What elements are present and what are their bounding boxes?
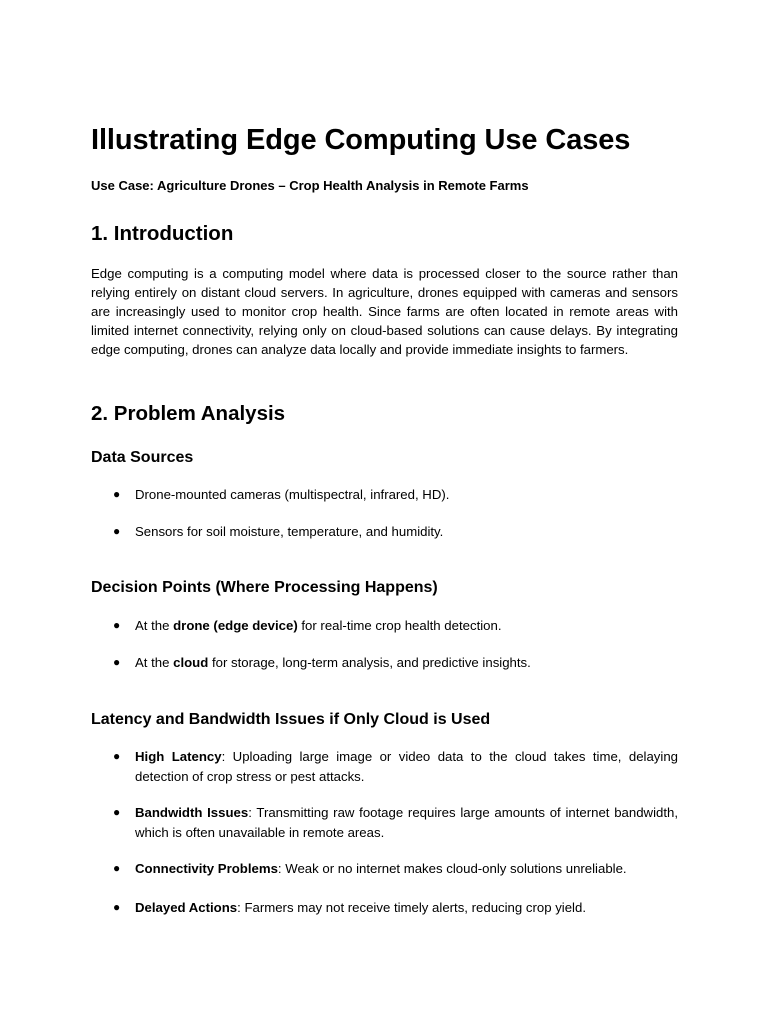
list-item: [91, 859, 678, 879]
bullet-icon: ●: [113, 805, 121, 819]
latency-issues-heading: Latency and Bandwidth Issues if Only Cloud is Used: [91, 711, 491, 728]
list-item-text: Connectivity Problems: Weak or no internet makes cloud-only solutions unreliable.: [135, 861, 627, 876]
bullet-icon: ●: [113, 487, 121, 501]
list-item-text: Delayed Actions: Farmers may not receive timely alerts, reducing crop yield.: [135, 900, 586, 915]
data-sources-heading: Data Sources: [91, 449, 194, 466]
list-item-text: Drone-mounted cameras (multispectral, infrared, HD).: [135, 487, 450, 502]
list-item-text: High Latency: Uploading large image or video data to the cloud takes time, delaying detection of crop stress or pest attacks.: [135, 749, 678, 784]
introduction-heading: 1. Introduction: [91, 222, 234, 245]
list-item-text: At the cloud for storage, long-term analysis, and predictive insights.: [135, 655, 531, 670]
list-item-text: Bandwidth Issues: Transmitting raw footage requires large amounts of internet bandwidth, which is often unavailable in remote areas.: [135, 805, 678, 840]
introduction-paragraph: Edge computing is a computing model where data is processed closer to the source rather than relying entirely on distant cloud servers. In agriculture, drones equipped with cameras and sensors are increasingly used to monitor crop health. Since farms are often located in remote areas with limited internet connectivity, relying only on cloud-based solutions can cause delays. By integrating edge computing, drones can analyze data locally and provide immediate insights to farmers.: [91, 266, 678, 357]
bullet-icon: ●: [113, 655, 121, 669]
problem-analysis-heading: 2. Problem Analysis: [91, 402, 286, 425]
decision-points-heading: Decision Points (Where Processing Happens): [91, 579, 438, 596]
list-item: [91, 616, 678, 636]
bullet-icon: ●: [113, 749, 121, 763]
list-item: [91, 522, 678, 542]
list-item-text: At the drone (edge device) for real-time crop health detection.: [135, 618, 502, 633]
list-item: [91, 485, 678, 505]
list-item: [91, 653, 678, 673]
bullet-icon: ●: [113, 618, 121, 632]
use-case-subtitle: Use Case: Agriculture Drones – Crop Health Analysis in Remote Farms: [91, 178, 529, 193]
list-item-text: Sensors for soil moisture, temperature, and humidity.: [135, 524, 444, 539]
list-item: [91, 747, 678, 786]
list-item: [91, 898, 678, 918]
bullet-icon: ●: [113, 900, 121, 914]
bullet-icon: ●: [113, 861, 121, 875]
list-item: [91, 803, 678, 842]
bullet-icon: ●: [113, 524, 121, 538]
page-title: Illustrating Edge Computing Use Cases: [91, 124, 631, 156]
